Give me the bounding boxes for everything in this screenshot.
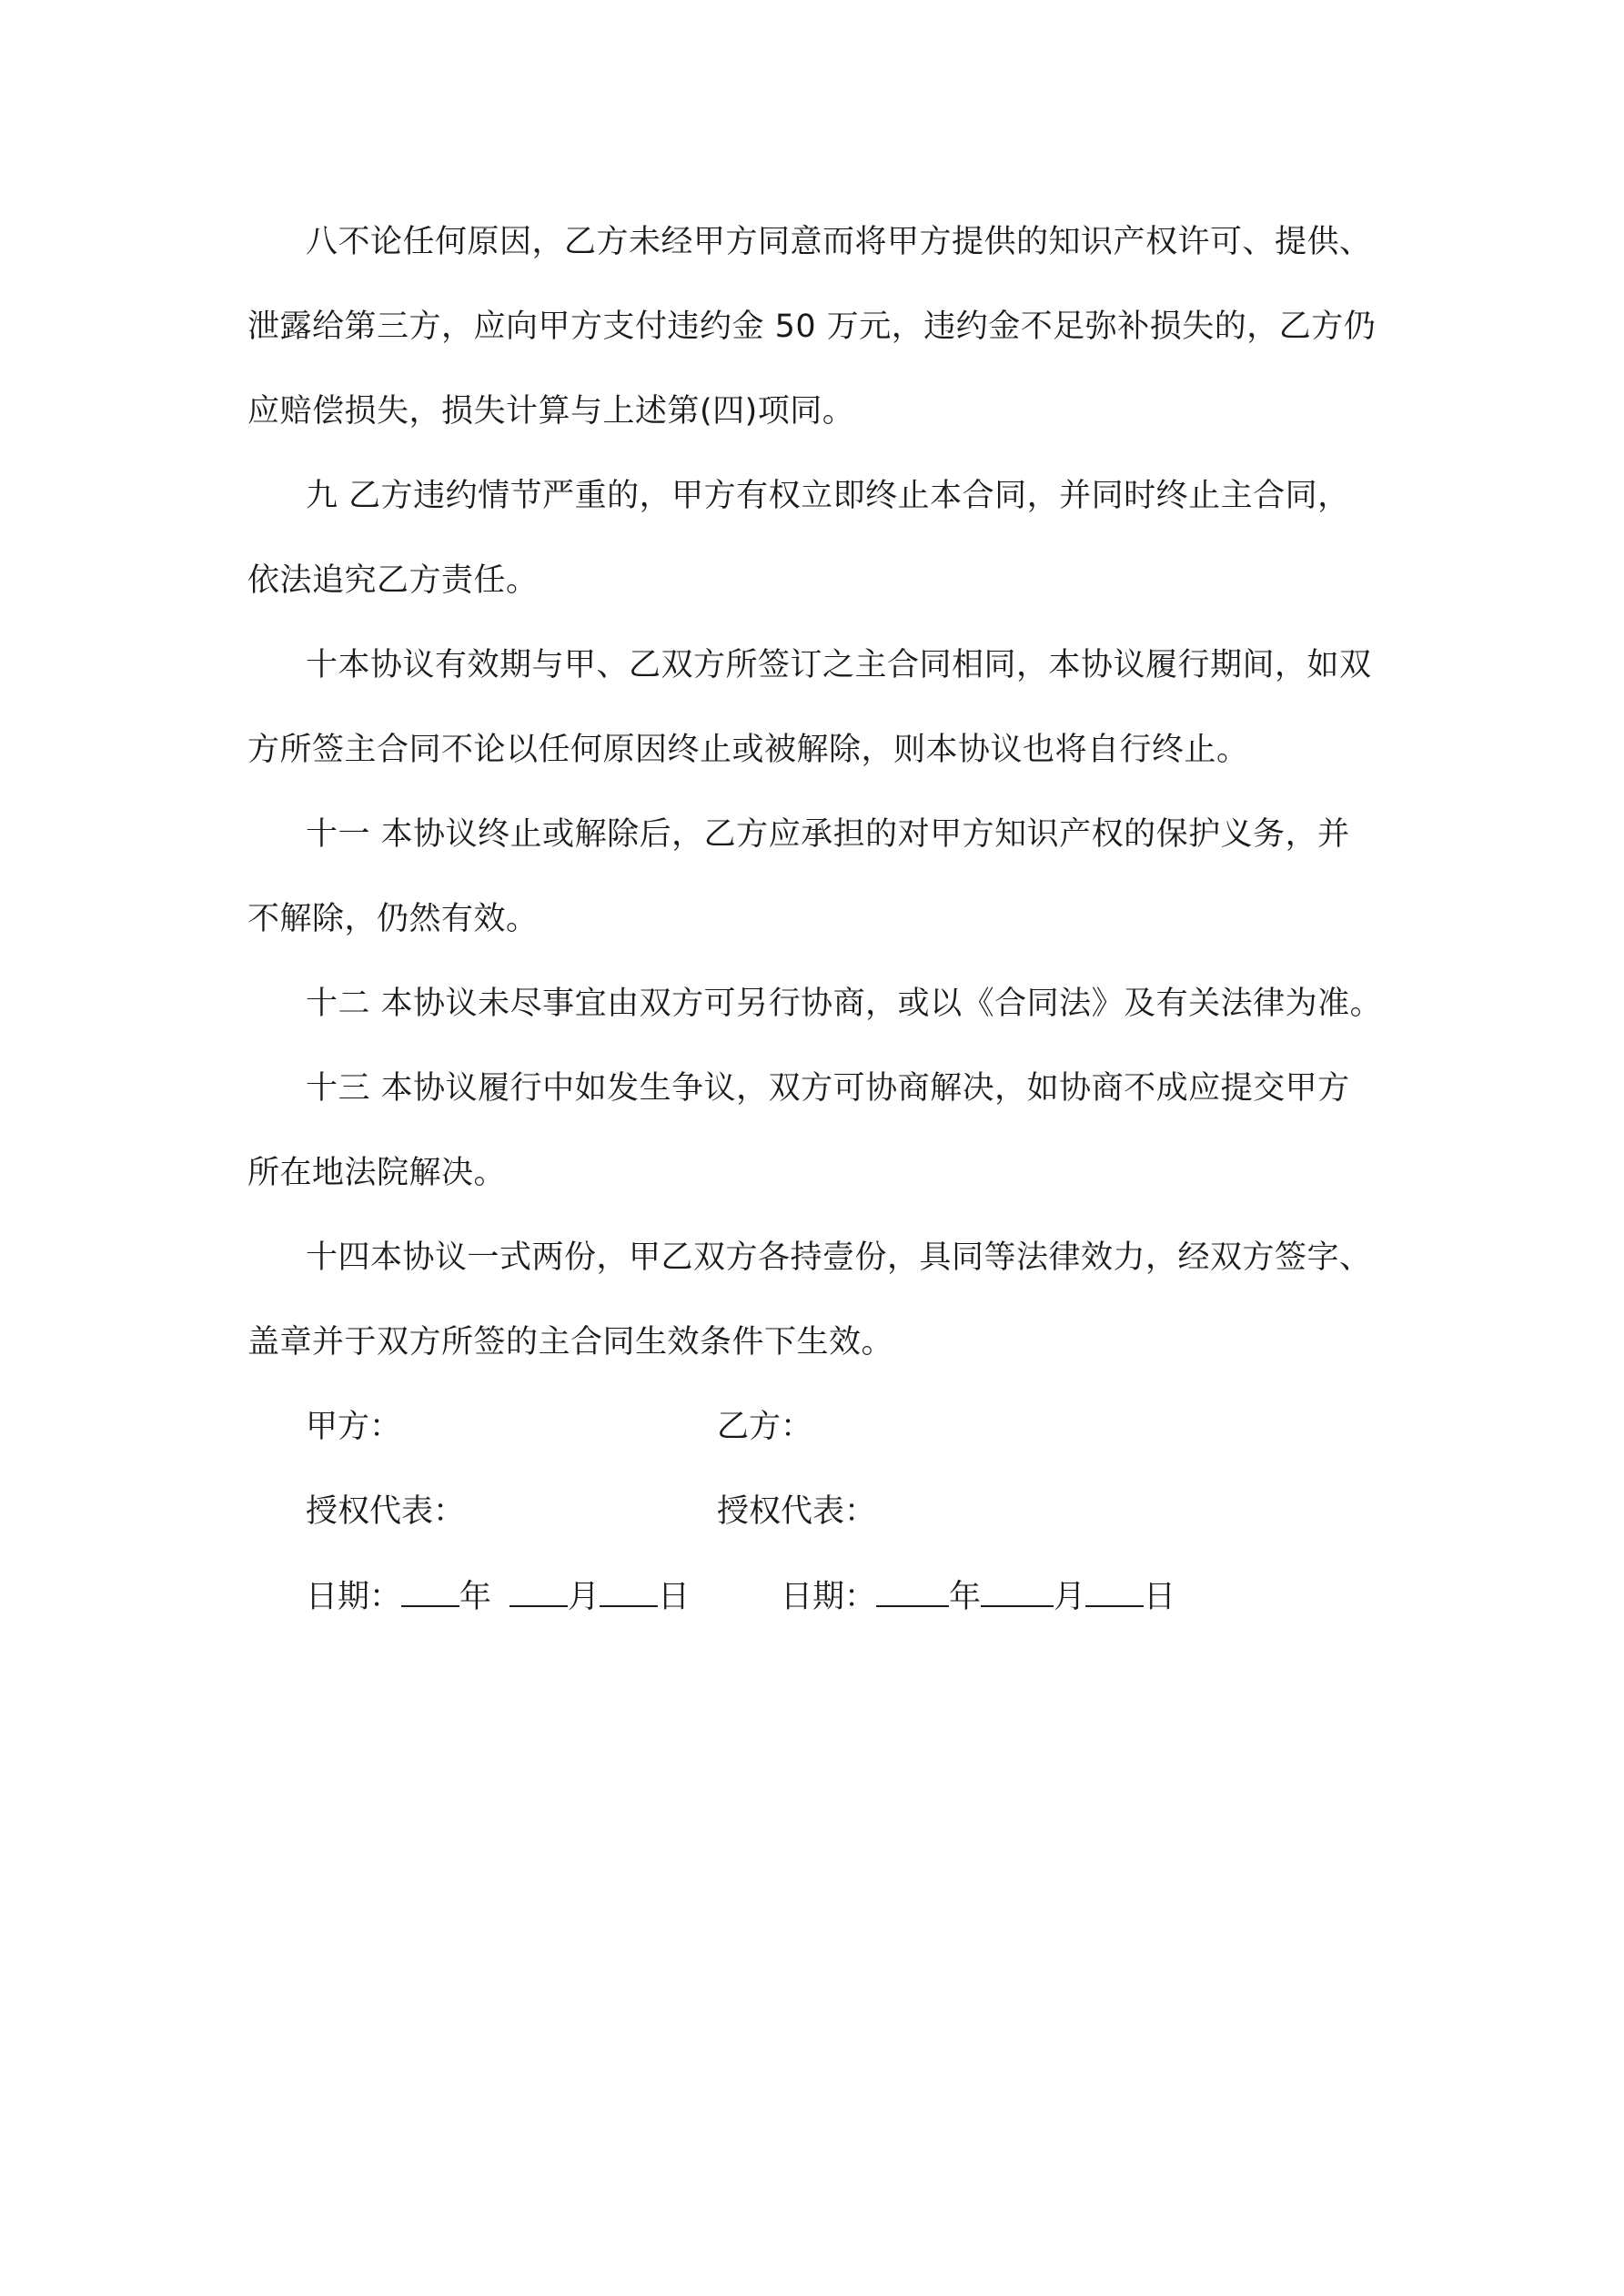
clause-8-line-1: 八不论任何原因，乙方未经甲方同意而将甲方提供的知识产权许可、提供、	[306, 224, 1372, 260]
clause-14-line-2: 盖章并于双方所签的主合同生效条件下生效。	[247, 1324, 894, 1360]
party-b-label: 乙方：	[717, 1409, 813, 1445]
month-b-suffix: 月	[1054, 1579, 1086, 1615]
clause-13-line-2: 所在地法院解决。	[247, 1155, 507, 1191]
date-b-label: 日期：	[781, 1579, 877, 1615]
party-a-label: 甲方：	[306, 1409, 402, 1445]
clause-11-line-1: 十一 本协议终止或解除后，乙方应承担的对甲方知识产权的保护义务，并	[306, 816, 1350, 853]
clause-13-line-1: 十三 本协议履行中如发生争议，双方可协商解决，如协商不成应提交甲方	[306, 1070, 1350, 1107]
date-a-label: 日期：	[306, 1579, 402, 1615]
clause-12-line-1: 十二 本协议未尽事宜由双方可另行协商，或以《合同法》及有关法律为准。	[306, 986, 1383, 1022]
year-a-suffix: 年	[459, 1579, 492, 1615]
day-a-blank	[600, 1574, 658, 1607]
clause-9-line-1: 九 乙方违约情节严重的，甲方有权立即终止本合同，并同时终止主合同，	[306, 478, 1350, 514]
date-b-line	[781, 1574, 1175, 1619]
year-b-blank	[876, 1574, 949, 1607]
month-a-blank	[509, 1574, 568, 1607]
day-b-suffix: 日	[1144, 1579, 1176, 1615]
clause-10-line-2: 方所签主合同不论以任何原因终止或被解除，则本协议也将自行终止。	[247, 732, 1249, 768]
clause-14-line-1: 十四本协议一式两份，甲乙双方各持壹份，具同等法律效力，经双方签字、	[306, 1239, 1372, 1276]
rep-b-label: 授权代表：	[717, 1493, 877, 1530]
clause-11-line-2: 不解除，仍然有效。	[247, 901, 539, 937]
clause-8-line-2: 泄露给第三方，应向甲方支付违约金 50 万元，违约金不足弥补损失的，乙方仍	[247, 308, 1377, 345]
month-a-suffix: 月	[568, 1579, 600, 1615]
clause-9-line-2: 依法追究乙方责任。	[247, 562, 539, 599]
day-a-suffix: 日	[658, 1579, 691, 1615]
day-b-blank	[1085, 1574, 1144, 1607]
year-a-blank	[401, 1574, 459, 1607]
month-b-blank	[981, 1574, 1054, 1607]
clause-10-line-1: 十本协议有效期与甲、乙双方所签订之主合同相同，本协议履行期间，如双	[306, 647, 1372, 683]
date-a-line	[306, 1574, 690, 1619]
year-b-suffix: 年	[949, 1579, 982, 1615]
rep-a-label: 授权代表：	[306, 1493, 466, 1530]
clause-8-line-3: 应赔偿损失，损失计算与上述第(四)项同。	[247, 393, 855, 430]
